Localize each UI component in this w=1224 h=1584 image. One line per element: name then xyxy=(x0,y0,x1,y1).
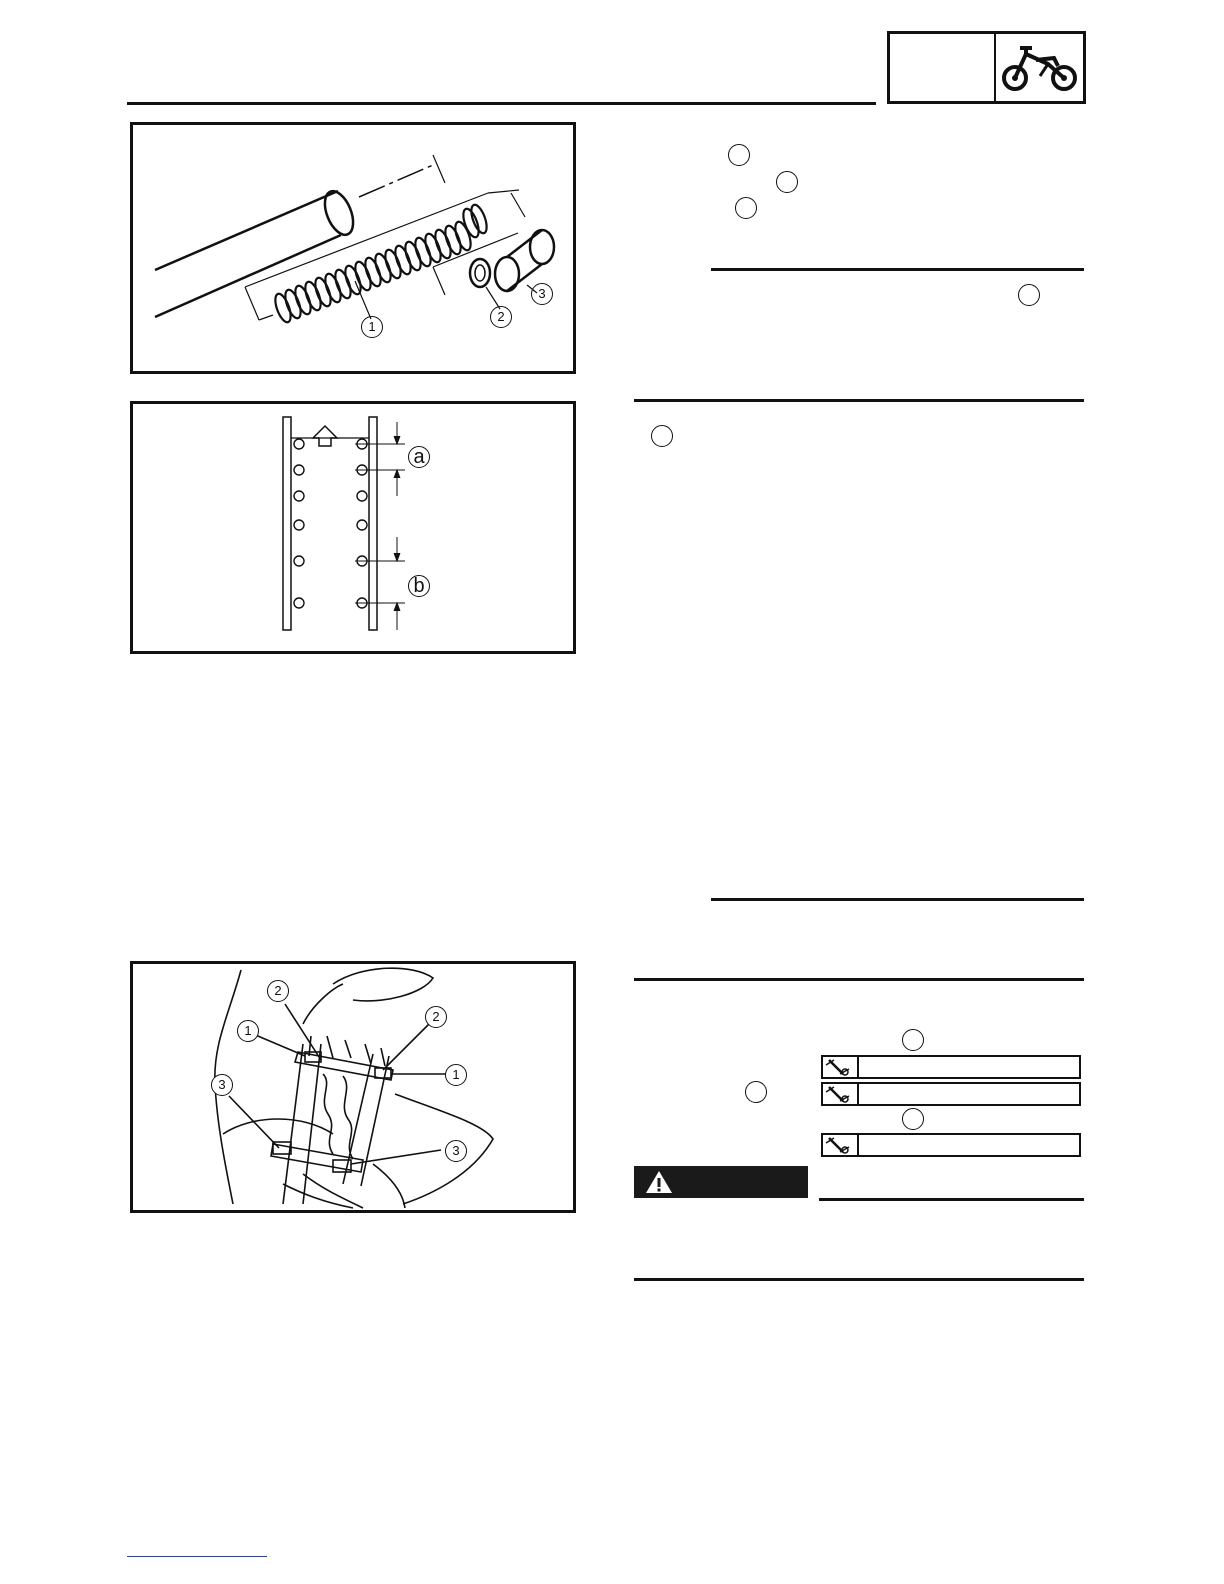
torque-spec-box-3 xyxy=(821,1133,1081,1157)
tip-rule-bottom xyxy=(634,978,1084,981)
torque-spec-group xyxy=(821,1055,1082,1159)
warning-rule-bottom xyxy=(634,1278,1084,1281)
figure-fork-spring xyxy=(130,122,576,374)
tip-rule-top xyxy=(711,898,1084,901)
callout-3-left: 3 xyxy=(211,1074,233,1096)
callout-1: 1 xyxy=(361,316,383,338)
torque-spec-box-1 xyxy=(821,1055,1081,1079)
torque-wrench-icon xyxy=(823,1057,859,1077)
callout-1-left: 1 xyxy=(237,1020,259,1042)
torque-wrench-icon xyxy=(823,1135,859,1155)
measure-marker xyxy=(651,425,673,447)
washer xyxy=(470,259,490,287)
section-tab-label xyxy=(890,34,994,101)
note-marker xyxy=(1018,284,1040,306)
up-arrow-icon xyxy=(313,426,337,446)
warning-triangle-icon xyxy=(644,1169,674,1200)
callout-2: 2 xyxy=(490,306,512,328)
callout-b: b xyxy=(413,575,425,597)
spring-measure-diagram xyxy=(133,404,573,651)
callout-3-right: 3 xyxy=(445,1140,467,1162)
note-rule-bottom xyxy=(634,399,1084,402)
fork-install-illustration xyxy=(133,964,573,1210)
note-rule-top xyxy=(711,268,1084,271)
footer-link[interactable] xyxy=(127,1556,267,1557)
callout-a: a xyxy=(413,446,425,468)
figure-fork-install xyxy=(130,961,576,1213)
install-marker-2 xyxy=(745,1081,767,1103)
section-tab-divider xyxy=(994,34,996,101)
callout-3: 3 xyxy=(531,283,553,305)
warning-rule-top xyxy=(819,1198,1084,1201)
callout-b-ring xyxy=(408,575,430,597)
header-rule xyxy=(127,102,876,105)
fork-spring-illustration xyxy=(133,125,573,371)
warning-banner xyxy=(634,1166,808,1198)
step-marker-1 xyxy=(728,144,750,166)
callout-2-left: 2 xyxy=(267,980,289,1002)
step-marker-3 xyxy=(735,197,757,219)
callout-a-ring xyxy=(408,446,430,468)
section-tab xyxy=(887,31,1086,104)
figure-spring-measure xyxy=(130,401,576,654)
motorcycle-icon xyxy=(998,40,1080,99)
callout-2-right: 2 xyxy=(425,1006,447,1028)
torque-spec-box-2 xyxy=(821,1082,1081,1106)
install-marker-1 xyxy=(902,1029,924,1051)
torque-wrench-icon xyxy=(823,1084,859,1104)
callout-1-right: 1 xyxy=(445,1064,467,1086)
step-marker-2 xyxy=(776,171,798,193)
